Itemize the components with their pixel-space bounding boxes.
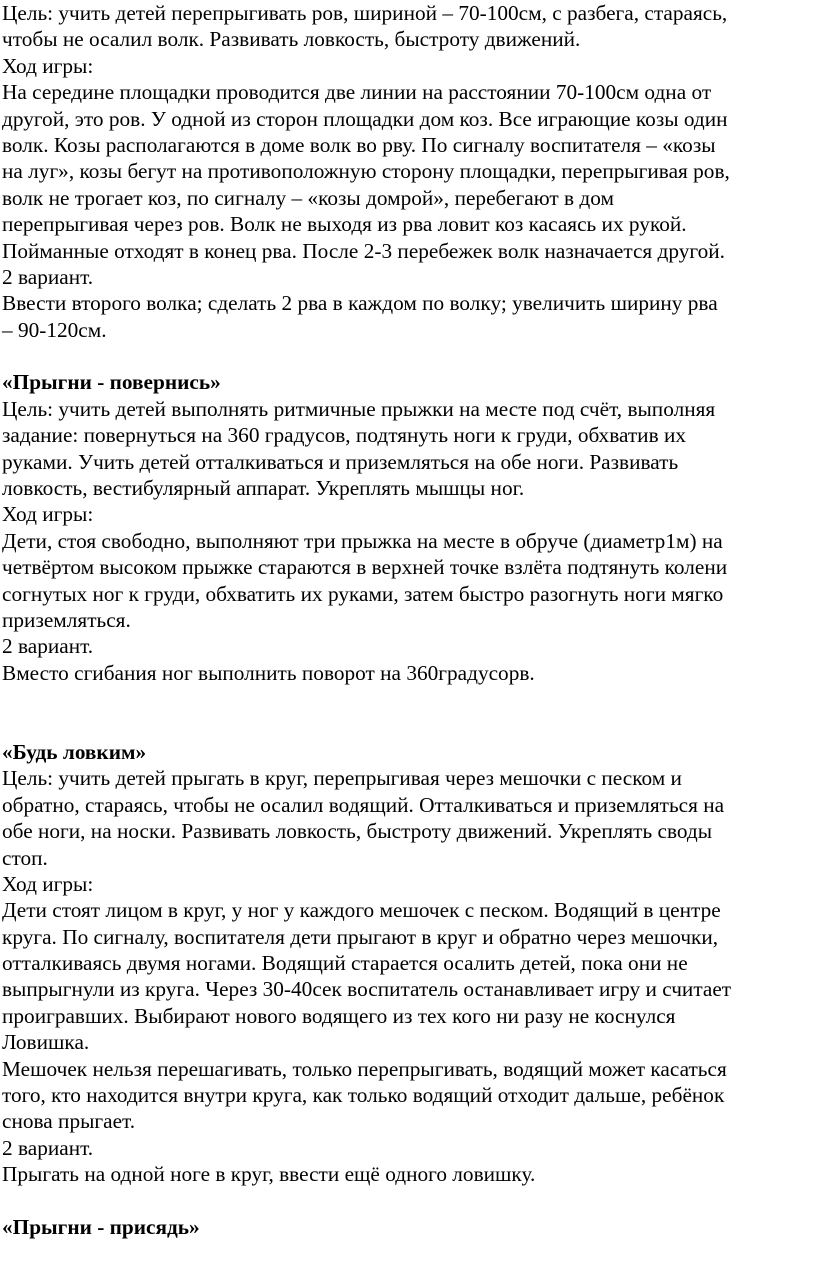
text-line: Дети стоят лицом в круг, у ног у каждого мешочек с песком. Водящий в центре bbox=[2, 898, 721, 923]
text-line: Пойманные отходят в конец рва. После 2-3 перебежек волк назначается другой. bbox=[2, 238, 725, 263]
text-line: 2 вариант. bbox=[2, 634, 94, 659]
text-line: 2 вариант. bbox=[2, 264, 94, 289]
text-line: Цель: учить детей выполнять ритмичные прыжки на месте под счёт, выполняя bbox=[2, 396, 716, 421]
blank-line bbox=[2, 713, 814, 739]
text-line: выпрыгнули из круга. Через 30-40сек воспитатель останавливает игру и считает bbox=[2, 977, 732, 1002]
text-line: Прыгать на одной ноге в круг, ввести ещё одного ловишку. bbox=[2, 1162, 536, 1187]
text-line: чтобы не осалил волк. Развивать ловкость, быстроту движений. bbox=[2, 27, 581, 52]
text-line: Ловишка. bbox=[2, 1030, 90, 1055]
text-line: волк не трогает коз, по сигналу – «козы домрой», перебегают в дом bbox=[2, 185, 614, 210]
section-title: «Прыгни - присядь» bbox=[2, 1214, 200, 1239]
text-line: обратно, стараясь, чтобы не осалил водящий. Отталкиваться и приземляться на bbox=[2, 792, 725, 817]
text-line: Ввести второго волка; сделать 2 рва в каждом по волку; увеличить ширину рва bbox=[2, 291, 718, 316]
text-line: Мешочек нельзя перешагивать, только перепрыгивать, водящий может касаться bbox=[2, 1056, 727, 1081]
text-line: перепрыгивая через ров. Волк не выходя из рва ловит коз касаясь их рукой. bbox=[2, 212, 687, 237]
text-line: Цель: учить детей прыгать в круг, перепрыгивая через мешочки с песком и bbox=[2, 766, 682, 791]
text-line: На середине площадки проводится две линии на расстоянии 70-100см одна от bbox=[2, 80, 712, 105]
text-line: волк. Козы располагаются в доме волк во рву. По сигналу воспитателя – «козы bbox=[2, 132, 716, 157]
text-line: 2 вариант. bbox=[2, 1135, 94, 1160]
section-title: «Будь ловким» bbox=[2, 739, 147, 764]
text-line: отталкиваясь двумя ногами. Водящий старается осалить детей, пока они не bbox=[2, 951, 688, 976]
text-line: снова прыгает. bbox=[2, 1109, 136, 1134]
text-line: согнутых ног к груди, обхватить их руками, затем быстро разогнуть ноги мягко bbox=[2, 581, 724, 606]
text-line: Вместо сгибания ног выполнить поворот на 360градусорв. bbox=[2, 660, 535, 685]
text-line: четвёртом высоком прыжке стараются в верхней точке взлёта подтянуть колени bbox=[2, 555, 728, 580]
blank-line bbox=[2, 343, 814, 369]
text-line: Ход игры: bbox=[2, 871, 94, 896]
text-line: другой, это ров. У одной из сторон площадки дом коз. Все играющие козы один bbox=[2, 106, 728, 131]
text-line: на луг», козы бегут на противоположную сторону площадки, перепрыгивая ров, bbox=[2, 159, 730, 184]
text-line: руками. Учить детей отталкиваться и приземляться на обе ноги. Развивать bbox=[2, 449, 679, 474]
text-line: Дети, стоя свободно, выполняют три прыжка на месте в обруче (диаметр1м) на bbox=[2, 528, 723, 553]
text-line: Ход игры: bbox=[2, 53, 94, 78]
text-line: ловкость, вестибулярный аппарат. Укреплять мышцы ног. bbox=[2, 476, 525, 501]
document-page bbox=[2, 0, 814, 1240]
text-line: обе ноги, на носки. Развивать ловкость, быстроту движений. Укреплять своды bbox=[2, 819, 713, 844]
text-line: Цель: учить детей перепрыгивать ров, шириной – 70-100см, с разбега, стараясь, bbox=[2, 1, 728, 25]
text-line: приземляться. bbox=[2, 607, 131, 632]
text-line: круга. По сигналу, воспитателя дети прыгают в круг и обратно через мешочки, bbox=[2, 924, 719, 949]
text-line: – 90-120см. bbox=[2, 317, 107, 342]
section-title: «Прыгни - повернись» bbox=[2, 370, 221, 395]
text-line: задание: повернуться на 360 градусов, подтянуть ноги к груди, обхватив их bbox=[2, 423, 686, 448]
text-line: проигравших. Выбирают нового водящего из тех кого ни разу не коснулся bbox=[2, 1003, 676, 1028]
text-line: Ход игры: bbox=[2, 502, 94, 527]
text-line: того, кто находится внутри круга, как только водящий отходит дальше, ребёнок bbox=[2, 1083, 725, 1108]
blank-line bbox=[2, 686, 814, 712]
blank-line bbox=[2, 1188, 814, 1214]
text-line: стоп. bbox=[2, 845, 48, 870]
